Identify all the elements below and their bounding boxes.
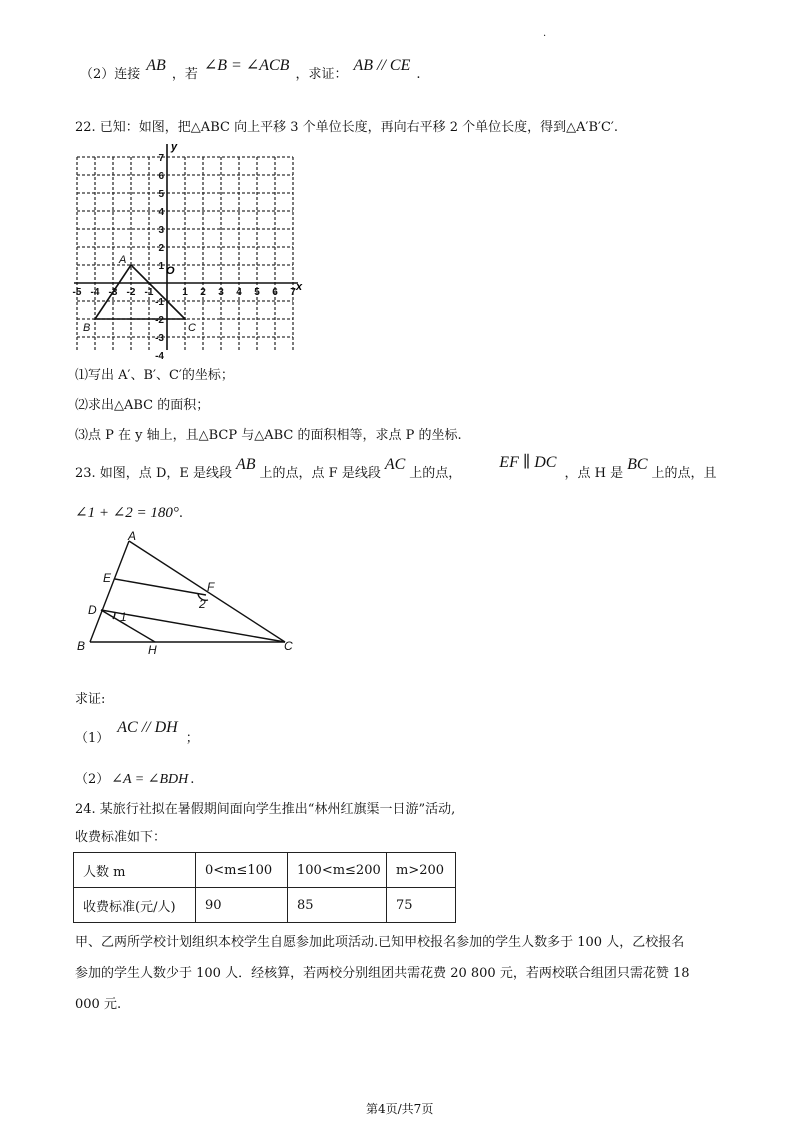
- label-h: H: [148, 643, 157, 657]
- q23-line2-end: .: [178, 506, 184, 521]
- q21-claim: AB // CE: [353, 57, 411, 74]
- label-b: B: [77, 639, 86, 653]
- y-tick-label: 6: [158, 171, 164, 182]
- x-tick-label: -4: [90, 287, 100, 298]
- q23-t1: 23. 如图，点 D，E 是线段: [75, 466, 232, 481]
- table-cell: 75: [387, 888, 456, 923]
- corner-mark: .: [543, 28, 547, 39]
- x-tick-label: -1: [144, 287, 154, 298]
- y-tick-label: 2: [158, 243, 164, 254]
- segment-ab: [90, 541, 129, 642]
- x-tick-label: 6: [272, 287, 278, 298]
- table-cell: 人数 m: [74, 853, 196, 888]
- x-tick-label: 7: [290, 287, 296, 298]
- q23-angle-sum: ∠1 + ∠2 = 180°: [75, 505, 179, 521]
- q23-t4: ，点 H 是: [564, 466, 624, 481]
- q24-para3: 000 元.: [75, 997, 122, 1012]
- table-row: [74, 888, 456, 923]
- label-e: E: [103, 571, 112, 585]
- x-axis-label: x: [296, 281, 303, 293]
- q23-p2-math: ∠A = ∠BDH: [111, 772, 189, 787]
- q23-proof1: [75, 719, 199, 747]
- q23-prove: 求证:: [75, 692, 106, 707]
- fee-table: [73, 852, 456, 923]
- q23-line1: [75, 454, 717, 482]
- q23-p2-end: .: [190, 772, 195, 787]
- q23-t2: 上的点，点 F 是线段: [259, 466, 381, 481]
- y-tick-label: 5: [158, 189, 164, 200]
- y-tick-label: -2: [155, 315, 164, 326]
- x-tick-label: 4: [236, 287, 242, 298]
- y-axis-label: y: [171, 141, 178, 153]
- table-cell: 85: [288, 888, 387, 923]
- table-cell: 100<m≤200: [288, 853, 387, 888]
- table-row: [74, 853, 456, 888]
- q22-grid-figure: [70, 140, 310, 362]
- label-d: D: [88, 603, 97, 617]
- q23-p1-prefix: （1）: [75, 731, 110, 746]
- q23-line2: [75, 503, 183, 522]
- table-cell: m>200: [387, 853, 456, 888]
- q24-para2: 参加的学生人数少于 100 人．经核算，若两校分别组团共需花费 20 800 元，若两校联合组团只需花赞 18: [75, 966, 690, 981]
- q23-seg-ac: AC: [384, 456, 406, 473]
- q23-t3: 上的点，: [409, 466, 462, 481]
- q21-end: .: [416, 67, 421, 82]
- x-tick-label: 3: [218, 287, 224, 298]
- q23-p1-end: ；: [185, 731, 199, 746]
- q23-seg-bc: BC: [627, 456, 648, 473]
- point-label-b: B: [83, 322, 91, 334]
- x-tick-label: 5: [254, 287, 260, 298]
- label-a: A: [128, 529, 137, 543]
- x-tick-label: 2: [200, 287, 206, 298]
- table-cell: 收费标准(元/人): [74, 888, 196, 923]
- point-label-c: C: [188, 322, 196, 334]
- x-tick-label: -3: [108, 287, 118, 298]
- q23-proof2: [75, 768, 194, 788]
- y-tick-label: 1: [158, 261, 164, 272]
- label-f: F: [207, 580, 215, 594]
- x-tick-label: -5: [72, 287, 82, 298]
- x-tick-label: 1: [182, 287, 188, 298]
- label-c: C: [284, 639, 293, 653]
- q23-parallel: EF ∥ DC: [499, 454, 557, 471]
- y-tick-label: 3: [158, 225, 164, 236]
- q23-p1-math: AC // DH: [117, 719, 178, 736]
- q21-part2-prefix: （2）连接: [80, 67, 141, 82]
- y-tick-label: -3: [155, 333, 164, 344]
- q21-seg-ab: AB: [146, 57, 166, 74]
- label-angle-2: 2: [199, 597, 206, 611]
- y-tick-label: -1: [155, 297, 164, 308]
- q23-seg-ab: AB: [235, 456, 256, 473]
- y-tick-label: 4: [158, 207, 164, 218]
- q22-part1: ⑴写出 A′、B′、C′的坐标；: [75, 368, 234, 383]
- q22-part2: ⑵求出△ABC 的面积；: [75, 398, 210, 413]
- q21-condition: ∠B = ∠ACB: [203, 57, 290, 74]
- page-footer: 第4页/共7页: [366, 1102, 434, 1116]
- q21-mid: ，若: [171, 67, 198, 82]
- q21-part2: [80, 57, 421, 83]
- y-tick-label: -4: [155, 351, 164, 362]
- table-cell: 0<m≤100: [196, 853, 288, 888]
- q24-stem2: 收费标准如下：: [75, 830, 167, 845]
- origin-label: O: [166, 265, 175, 277]
- q23-p2-prefix: （2）: [75, 772, 110, 787]
- label-angle-1: 1: [120, 610, 127, 624]
- x-tick-label: -2: [126, 287, 136, 298]
- q24-para1: 甲、乙两所学校计划组织本校学生自愿参加此项活动.已知甲校报名参加的学生人数多于 100 人，乙校报名: [75, 935, 685, 950]
- table-cell: 90: [196, 888, 288, 923]
- point-label-a: A: [119, 254, 127, 266]
- q23-figure: [70, 530, 310, 660]
- y-tick-label: 7: [158, 153, 164, 164]
- q24-stem1: 24. 某旅行社拟在暑假期间面向学生推出“林州红旗渠一日游”活动,: [75, 802, 456, 817]
- q22-stem: 22. 已知：如图，把△ABC 向上平移 3 个单位长度，再向右平移 2 个单位长度，得到△A′B′C′.: [75, 120, 619, 135]
- q23-t5: 上的点，且: [651, 466, 717, 481]
- q21-mid2: ，求证：: [295, 67, 348, 82]
- q22-part3: ⑶点 P 在 y 轴上，且△BCP 与△ABC 的面积相等，求点 P 的坐标.: [75, 428, 462, 443]
